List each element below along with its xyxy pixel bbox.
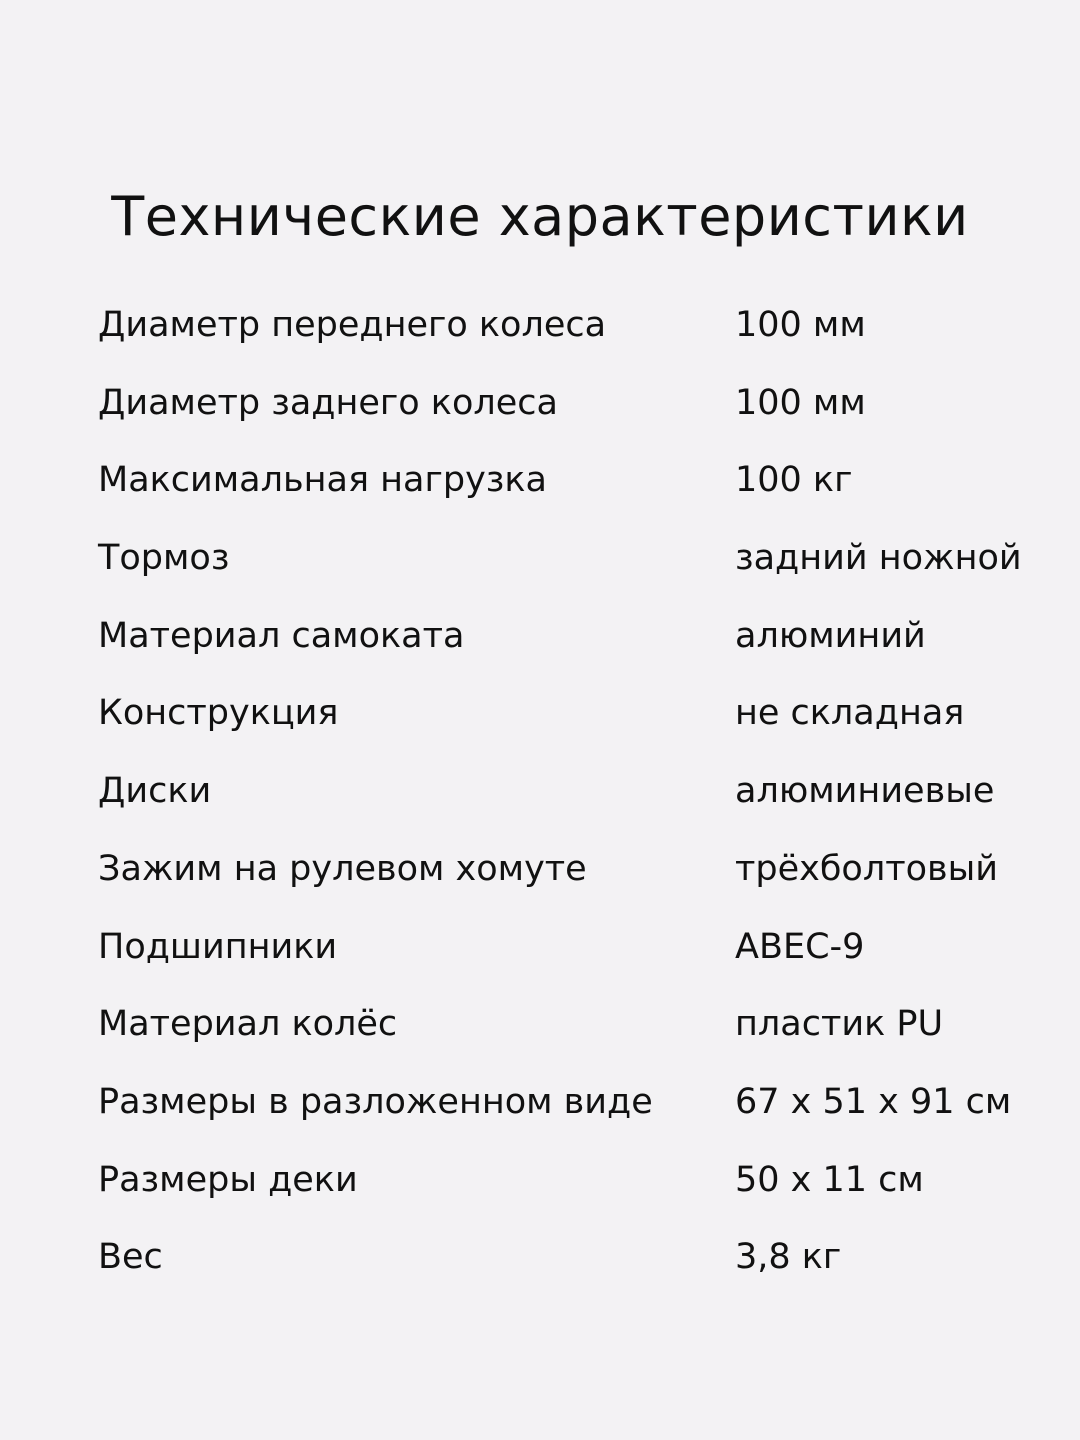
spec-value: 50 x 11 см [735, 1159, 924, 1200]
spec-value: алюминий [735, 615, 926, 656]
spec-row-max-load [98, 442, 1058, 520]
spec-name: Зажим на рулевом хомуте [98, 848, 587, 889]
spec-value: 100 кг [735, 460, 853, 501]
spec-name: Размеры в разложенном виде [98, 1081, 653, 1122]
spec-row-rims [98, 753, 1058, 831]
spec-name: Вес [98, 1237, 163, 1278]
spec-row-brake [98, 520, 1058, 598]
spec-name: Размеры деки [98, 1159, 358, 1200]
spec-name: Диаметр заднего колеса [98, 382, 558, 423]
spec-name: Максимальная нагрузка [98, 460, 547, 501]
spec-name: Подшипники [98, 926, 338, 967]
spec-row-handlebar-clamp [98, 831, 1058, 909]
spec-row-weight [98, 1219, 1058, 1297]
spec-value: 3,8 кг [735, 1237, 842, 1278]
spec-row-deck-dimensions [98, 1142, 1058, 1220]
spec-value: задний ножной [735, 538, 1022, 579]
spec-value: 100 мм [735, 305, 866, 345]
spec-name: Диски [98, 771, 212, 812]
spec-name: Конструкция [98, 693, 339, 734]
spec-value: 100 мм [735, 382, 866, 423]
spec-row-front-wheel-diameter [98, 287, 1058, 365]
spec-name: Материал самоката [98, 615, 465, 656]
spec-row-construction [98, 675, 1058, 753]
spec-row-rear-wheel-diameter [98, 365, 1058, 443]
spec-value: ABEC-9 [735, 926, 865, 967]
spec-row-unfolded-dimensions [98, 1064, 1058, 1142]
spec-row-bearings [98, 909, 1058, 987]
spec-name: Материал колёс [98, 1004, 398, 1045]
page-title: Технические характеристики [111, 185, 969, 249]
spec-value: не складная [735, 693, 965, 734]
spec-value: трёхболтовый [735, 848, 999, 889]
spec-row-wheel-material [98, 986, 1058, 1064]
spec-name: Диаметр переднего колеса [98, 305, 607, 345]
spec-value: 67 x 51 x 91 см [735, 1081, 1012, 1122]
specs-table [98, 287, 1058, 1297]
spec-name: Тормоз [98, 538, 230, 579]
spec-value: алюминиевые [735, 771, 995, 812]
spec-value: пластик PU [735, 1004, 944, 1045]
spec-row-scooter-material [98, 598, 1058, 676]
